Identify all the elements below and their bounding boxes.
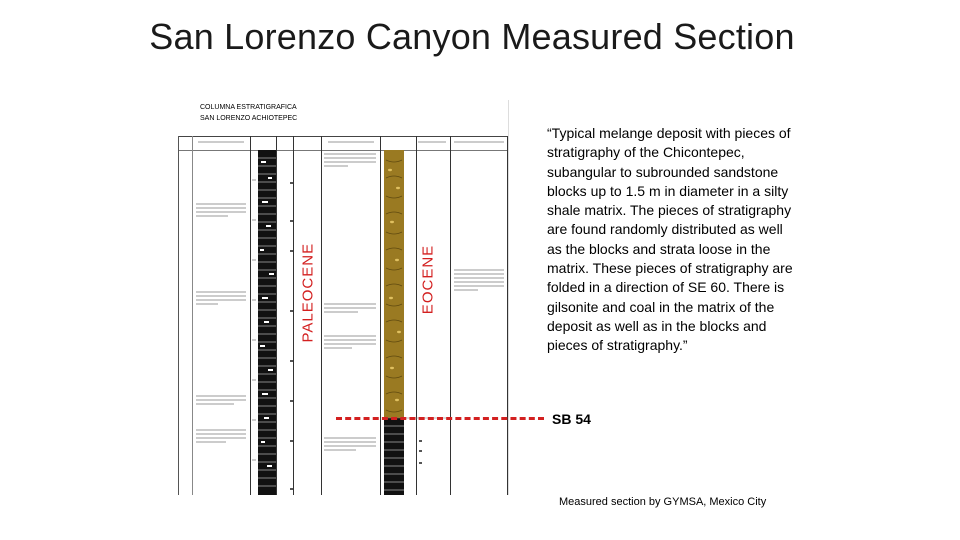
section-graphics <box>178 100 508 495</box>
source-credit: Measured section by GYMSA, Mexico City <box>559 496 767 508</box>
sequence-boundary-label: SB 54 <box>552 411 591 427</box>
section-heading: COLUMNA ESTRATIGRAFICA <box>200 104 297 111</box>
description-quote: “Typical melange deposit with pieces of stratigraphy of the Chicontepec, subangular to subrounded sandstone blocks up to 1.5 m in diameter in a silty shale matrix. The pieces of stratigraphy are found randomly distributed as well as the blocks and strata loose in the matrix. These pieces of stratigraphy are folded in a direction of SE 60. There is gilsonite and coal in the matrix of the deposit as well as in the blocks and pieces of stratigraphy.” <box>547 125 793 354</box>
stratigraphic-section-image <box>178 100 509 495</box>
paleocene-label: PALEOCENE <box>299 242 317 343</box>
slide-title: San Lorenzo Canyon Measured Section <box>149 16 795 57</box>
section-subheading: SAN LORENZO ACHIOTEPEC <box>200 115 298 122</box>
sequence-boundary-line <box>336 417 544 420</box>
eocene-label: EOCENE <box>419 244 437 315</box>
